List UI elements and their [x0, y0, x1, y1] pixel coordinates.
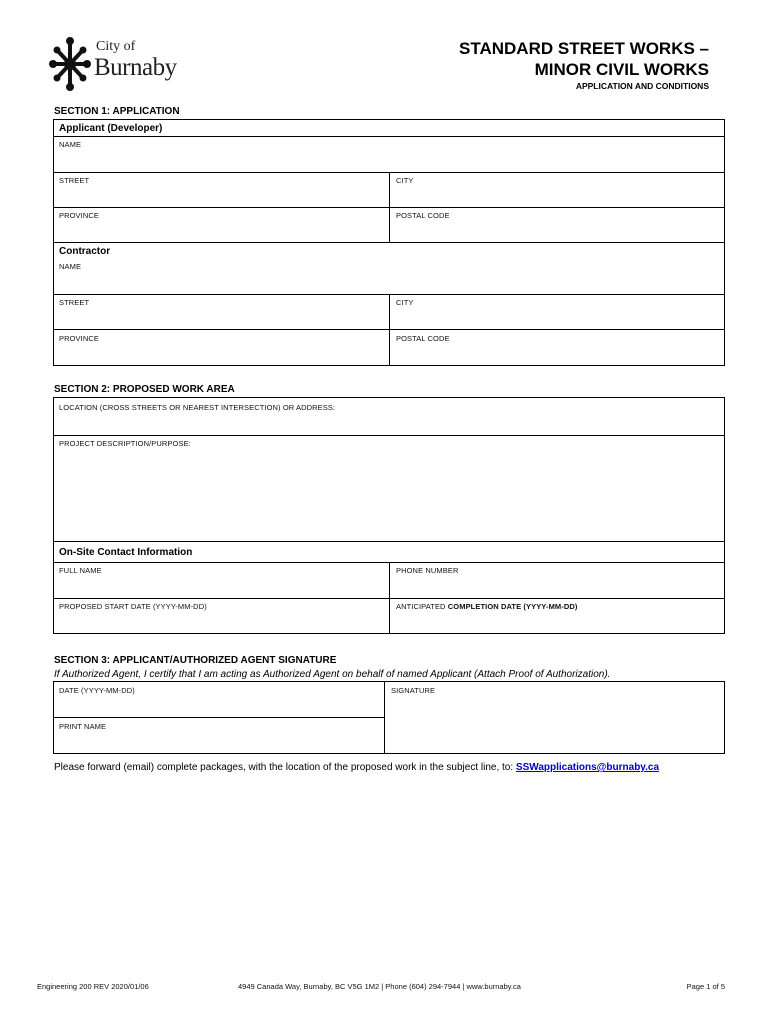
full-name-field[interactable]: FULL NAME	[59, 566, 102, 575]
applicant-street-field[interactable]: STREET	[59, 176, 90, 185]
forward-text: Please forward (email) complete packages, with the location of the proposed work in the subject line, to:	[54, 762, 516, 773]
footer-page-number: Page 1 of 5	[686, 982, 725, 991]
contractor-province-field[interactable]: PROVINCE	[59, 334, 99, 343]
snowflake-icon	[48, 36, 92, 92]
page-title-line2: MINOR CIVIL WORKS	[534, 60, 709, 79]
date-field[interactable]: DATE (YYYY-MM-DD)	[59, 686, 135, 695]
contractor-box	[53, 242, 725, 366]
authorization-note: If Authorized Agent, I certify that I am acting as Authorized Agent on behalf of named Applicant (Attach Proof of Authorization).	[54, 669, 611, 680]
section1-heading: SECTION 1: APPLICATION	[54, 106, 180, 117]
contractor-street-field[interactable]: STREET	[59, 298, 90, 307]
applicant-postal-code-field[interactable]: POSTAL CODE	[396, 211, 450, 220]
signature-field[interactable]: SIGNATURE	[391, 686, 436, 695]
page-subtitle: APPLICATION AND CONDITIONS	[575, 81, 709, 91]
completion-label-bold: COMPLETION DATE (YYYY-MM-DD)	[447, 602, 578, 611]
applicant-box	[53, 119, 725, 243]
forward-instructions	[54, 762, 659, 773]
location-field[interactable]: LOCATION (CROSS STREETS OR NEAREST INTERSECTION) OR ADDRESS:	[59, 403, 336, 412]
contractor-postal-code-field[interactable]: POSTAL CODE	[396, 334, 450, 343]
contractor-city-field[interactable]: CITY	[396, 298, 414, 307]
contractor-name-field[interactable]: NAME	[59, 262, 82, 271]
work-area-box	[53, 397, 725, 634]
phone-number-field[interactable]: PHONE NUMBER	[396, 566, 459, 575]
contractor-heading: Contractor	[59, 246, 111, 257]
applicant-city-field[interactable]: CITY	[396, 176, 414, 185]
project-description-field[interactable]: PROJECT DESCRIPTION/PURPOSE:	[59, 439, 191, 448]
completion-date-field[interactable]	[396, 602, 578, 611]
signature-box	[53, 681, 725, 754]
logo-text-burnaby: Burnaby	[94, 54, 177, 81]
onsite-contact-heading: On-Site Contact Information	[59, 547, 193, 558]
section2-heading: SECTION 2: PROPOSED WORK AREA	[54, 384, 235, 395]
footer-form-number: Engineering 200 REV 2020/01/06	[37, 982, 149, 991]
page-title-line1: STANDARD STREET WORKS –	[459, 39, 709, 58]
city-of-burnaby-logo	[48, 36, 178, 92]
footer-address: 4949 Canada Way, Burnaby, BC V5G 1M2 | Phone (604) 294-7944 | www.burnaby.ca	[238, 982, 521, 991]
applicant-heading: Applicant (Developer)	[59, 123, 163, 134]
section3-heading: SECTION 3: APPLICANT/AUTHORIZED AGENT SIGNATURE	[54, 655, 337, 666]
logo-text-city-of: City of	[96, 39, 136, 54]
email-link[interactable]: SSWapplications@burnaby.ca	[515, 762, 660, 773]
proposed-start-date-field[interactable]: PROPOSED START DATE (YYYY-MM-DD)	[59, 602, 207, 611]
applicant-name-field[interactable]: NAME	[59, 140, 82, 149]
print-name-field[interactable]: PRINT NAME	[59, 722, 107, 731]
applicant-province-field[interactable]: PROVINCE	[59, 211, 99, 220]
completion-label-prefix: ANTICIPATED	[396, 602, 448, 611]
